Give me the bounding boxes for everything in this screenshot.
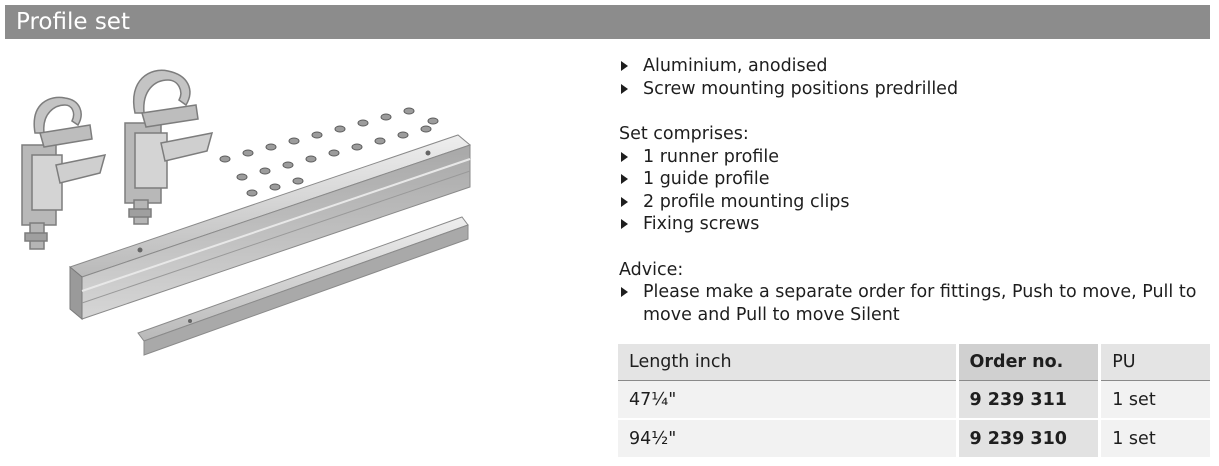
- pu-cell: 1 set: [1100, 419, 1210, 457]
- title-bar: [5, 5, 1210, 39]
- table-header-row: [618, 344, 1210, 381]
- pu-cell: 1 set: [1100, 381, 1210, 420]
- bullet-arrow-icon: [621, 197, 628, 207]
- table-row: [618, 381, 1210, 420]
- mounting-clip-icon: [125, 70, 212, 224]
- column-header-length: Length inch: [618, 344, 957, 381]
- bullet-arrow-icon: [621, 61, 628, 71]
- order-number-cell: 9 239 311: [957, 381, 1100, 420]
- bullet-arrow-icon: [621, 152, 628, 162]
- list-item: 1 runner profile: [619, 146, 1214, 169]
- order-number-cell: 9 239 310: [957, 419, 1100, 457]
- mounting-clip-icon: [22, 97, 105, 249]
- feature-list: [619, 55, 1214, 100]
- bullet-arrow-icon: [621, 219, 628, 229]
- list-item: Fixing screws: [619, 213, 1214, 236]
- list-item: 1 guide profile: [619, 168, 1214, 191]
- bullet-arrow-icon: [621, 174, 628, 184]
- order-table: [618, 344, 1210, 457]
- length-cell: 47¼": [618, 381, 957, 420]
- table-row: [618, 419, 1210, 457]
- product-illustration: [10, 55, 480, 365]
- length-cell: 94½": [618, 419, 957, 457]
- page-title: Profile set: [16, 9, 130, 35]
- set-comprises-list: [619, 146, 1214, 236]
- column-header-order-no: Order no.: [957, 344, 1100, 381]
- advice-list: [619, 281, 1214, 326]
- list-item: Please make a separate order for fittings, Push to move, Pull to move and Pull to move Silent: [619, 281, 1214, 326]
- list-item: Screw mounting positions predrilled: [619, 78, 1214, 101]
- list-item: 2 profile mounting clips: [619, 191, 1214, 214]
- list-item: Aluminium, anodised: [619, 55, 1214, 78]
- advice-heading: Advice:: [619, 259, 684, 280]
- column-header-pu: PU: [1100, 344, 1210, 381]
- bullet-arrow-icon: [621, 287, 628, 297]
- set-comprises-heading: Set comprises:: [619, 124, 749, 144]
- product-info: [619, 55, 1214, 326]
- bullet-arrow-icon: [621, 84, 628, 94]
